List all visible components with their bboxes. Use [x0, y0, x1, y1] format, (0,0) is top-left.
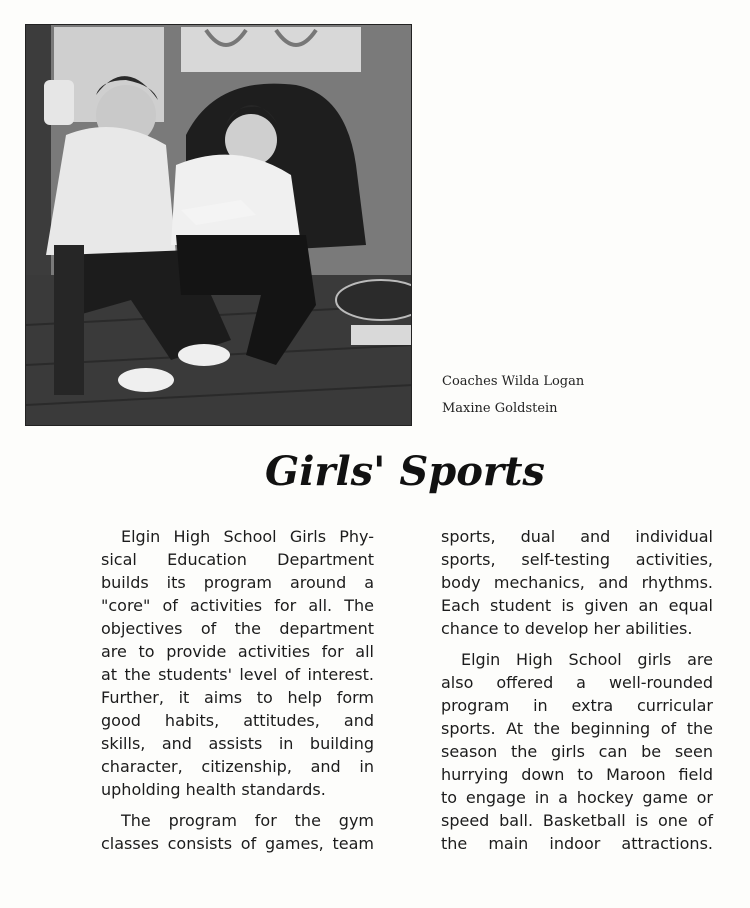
text-line: Each student is given an equal: [441, 596, 713, 615]
text-line: The program for the gym: [121, 811, 374, 830]
text-line: Further, it aims to help form: [101, 688, 374, 707]
photo-icon: [26, 25, 412, 426]
text-line: at the students' level of interest.: [101, 665, 374, 684]
text-line: classes consists of games, team: [101, 834, 374, 853]
text-line: Elgin High School girls are: [461, 650, 713, 669]
text-line: "core" of activities for all. The: [101, 596, 374, 615]
text-line: sports, self-testing activities,: [441, 550, 713, 569]
text-line: body mechanics, and rhythms.: [441, 573, 713, 592]
text-line: season the girls can be seen: [441, 742, 713, 761]
text-line: good habits, attitudes, and: [101, 711, 374, 730]
text-line: sical Education Department: [101, 550, 374, 569]
paragraph: [101, 809, 374, 855]
text-line: speed ball. Basketball is one of: [441, 811, 713, 830]
right-column: [441, 525, 713, 855]
text-line: the main indoor attractions.: [441, 834, 713, 853]
text-line: program in extra curricular: [441, 696, 713, 715]
caption-line: Maxine Goldstein: [442, 401, 558, 416]
paragraph: [441, 525, 713, 640]
text-line: sports. At the beginning of the: [441, 719, 713, 738]
paragraph: [101, 525, 374, 801]
text-line: upholding health standards.: [101, 780, 326, 799]
text-line: Elgin High School Girls Phy-: [121, 527, 374, 546]
left-column: [101, 525, 374, 855]
text-line: character, citizenship, and in: [101, 757, 374, 776]
paragraph: [441, 648, 713, 855]
text-line: sports, dual and individual: [441, 527, 713, 546]
caption-line: Coaches Wilda Logan: [442, 374, 585, 389]
text-line: builds its program around a: [101, 573, 374, 592]
text-line: skills, and assists in building: [101, 734, 374, 753]
text-line: to engage in a hockey game or: [441, 788, 713, 807]
page-title: Girls' Sports: [265, 448, 545, 495]
photo-caption: [442, 368, 584, 422]
text-line: objectives of the department: [101, 619, 374, 638]
text-line: also offered a well-rounded: [441, 673, 713, 692]
coaches-photo: [25, 24, 412, 426]
text-line: chance to develop her abilities.: [441, 619, 693, 638]
text-line: are to provide activities for all: [101, 642, 374, 661]
text-line: hurrying down to Maroon field: [441, 765, 713, 784]
